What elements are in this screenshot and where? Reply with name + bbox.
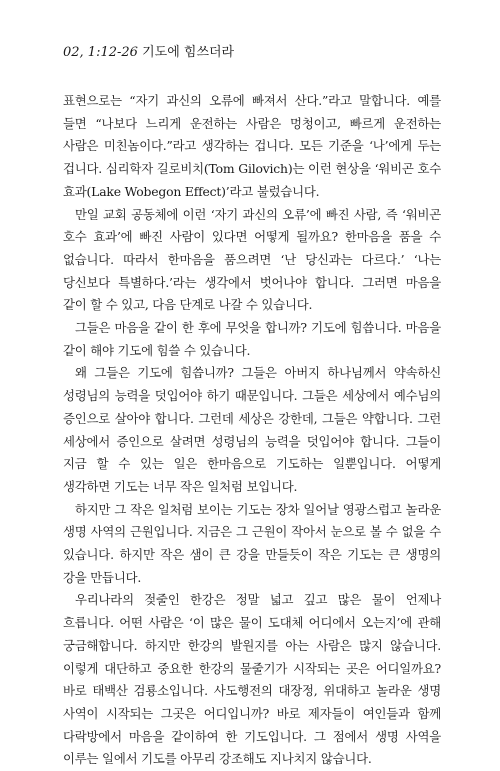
paragraph-5: 하지만 그 작은 일처럼 보이는 기도는 장차 일어날 영광스럽고 놀라운 생명 사역의 근원입니다. 지금은 그 근원이 작아서 눈으로 볼 수 없을 수 있습니다. 하지만 작은 샘이 큰 강을 만들듯이 작은 기도는 큰 생명의 강을 만듭니다.	[63, 501, 441, 585]
paragraph-2: 만일 교회 공동체에 이런 ‘자기 과신의 오류’에 빠진 사람, 즉 ‘워비곤 호수 효과’에 빠진 사람이 있다면 어떻게 될까요? 한마음을 품을 수 없습니다. 따라서 한마음을 품으려면 ‘난 당신과는 다르다.’ ‘나는 당신보다 특별하다.’라는 생각에서 벗어나야 합니다. 그러면 마음을 같이 할 수 있고, 다음 단계로 나갈 수 있습니다.	[63, 206, 441, 313]
paragraph-3: 그들은 마음을 같이 한 후에 무엇을 합니까? 기도에 힘씁니다. 마음을 같이 해야 기도에 힘쓸 수 있습니다.	[63, 320, 441, 358]
running-header	[63, 44, 234, 62]
chapter-reference: 02, 1:12-26	[63, 45, 138, 60]
chapter-title: 기도에 힘쓰더라	[142, 45, 235, 60]
paragraph-4: 왜 그들은 기도에 힘씁니까? 그들은 아버지 하나님께서 약속하신 성령님의 능력을 덧입어야 하기 때문입니다. 그들은 세상에서 예수님의 증인으로 살아야 합니다. 그런데 세상은 강한데, 그들은 약합니다. 그런 세상에서 증인으로 살려면 성령님의 능력을 덧입어야 합니다. 그들이 지금 할 수 있는 일은 한마음으로 기도하는 일뿐입니다. 어떻게 생각하면 기도는 너무 작은 일처럼 보입니다.	[63, 365, 441, 494]
paragraph-1: 표현으로는 “자기 과신의 오류에 빠져서 산다.”라고 말합니다. 예를 들면 “나보다 느리게 운전하는 사람은 멍청이고, 빠르게 운전하는 사람은 미친놈이다.”라고 생각하는 겁니다. 모든 기준을 ‘나’에게 두는 겁니다. 심리학자 길로비치(Tom Gilovich)는 이런 현상을 ‘워비곤 호수 효과(Lake Wobegon Effect)’라고 불렀습니다.	[63, 93, 441, 199]
paragraph-6: 우리나라의 젖줄인 한강은 정말 넓고 깊고 많은 물이 언제나 흐릅니다. 어떤 사람은 ‘이 많은 물이 도대체 어디에서 오는지’에 관해 궁금해합니다. 하지만 한강의 발원지를 아는 사람은 많지 않습니다. 이렇게 대단하고 중요한 한강의 물줄기가 시작되는 곳은 어디일까요? 바로 태백산 검룡소입니다. 사도행전의 대장정, 위대하고 놀라운 생명 사역이 시작되는 그곳은 어디입니까? 바로 제자들이 여인들과 함께 다락방에서 마음을 같이하여 한 기도입니다. 그 점에서 생명 사역을 이루는 일에서 기도를 아무리 강조해도 지나치지 않습니다.	[63, 592, 441, 767]
page-body	[63, 90, 441, 771]
